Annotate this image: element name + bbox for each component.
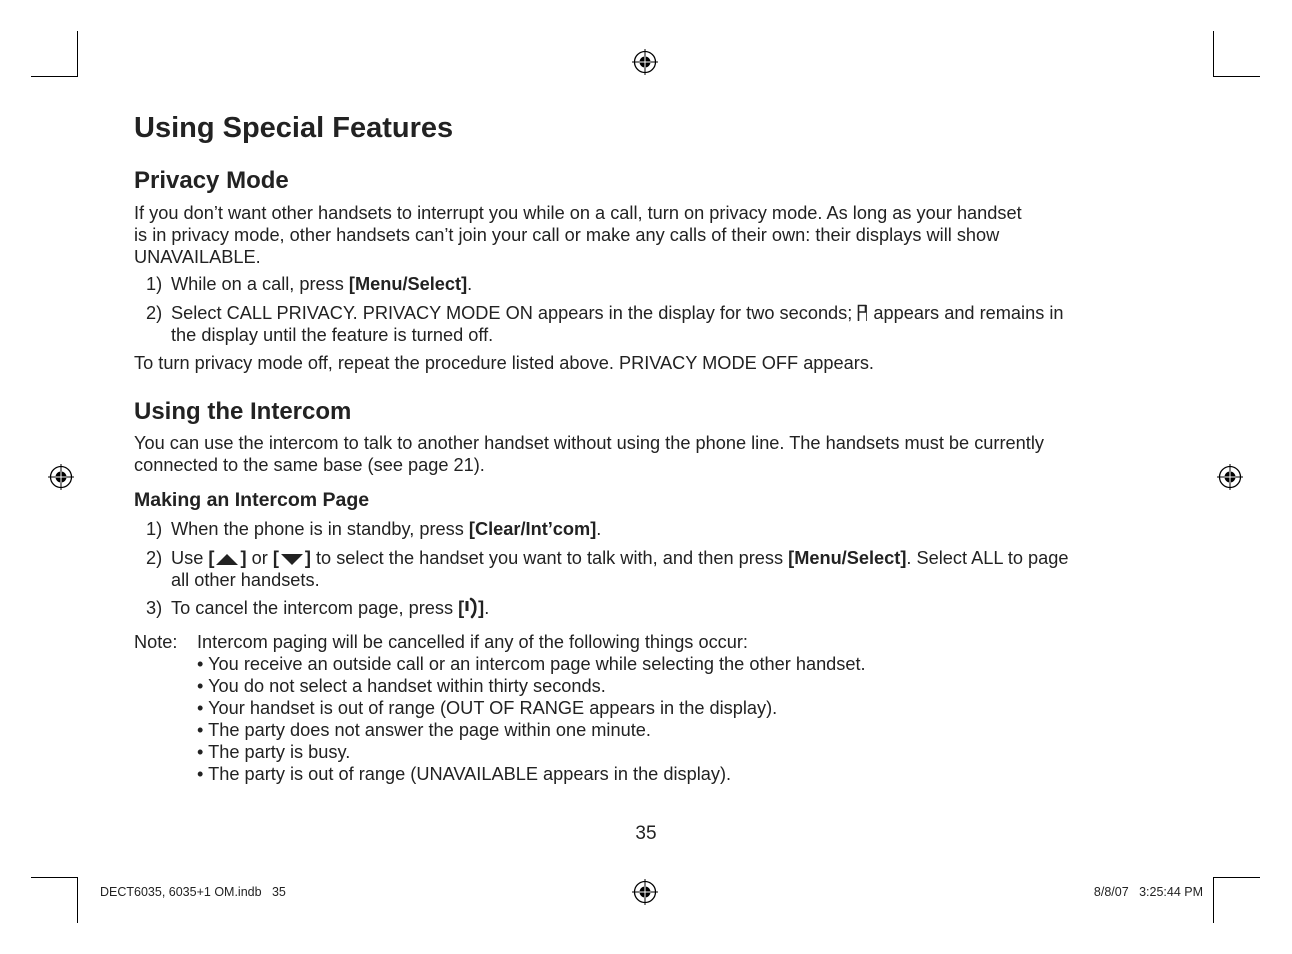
intercom-intro: You can use the intercom to talk to another handset without using the phone line. The handsets must be currently connected to the same base (see page 21).	[134, 433, 1044, 475]
note-intro: Intercom paging will be cancelled if any of the following things occur:	[197, 632, 748, 652]
crop-mark	[31, 877, 78, 878]
down-arrow-icon	[279, 551, 305, 567]
privacy-p-icon	[857, 304, 868, 322]
manual-page: Using Special Features Privacy Mode If you don’t want other handsets to interrupt you while on a call, turn on privacy mode. As long as your handset is in privacy mode, other handsets can’t join your call or make any calls of their own: their displays will show UNAVAILABLE. 1) While on a call, press [Menu/Select]. 2) Select CALL PRIVACY. PRIVACY MODE ON appears in the display for two seconds; appears and remains in the display until the feature is turned off. To turn privacy mode off, repeat the procedure listed above. PRIVACY MODE OFF appears. Using the Intercom You can use the intercom to talk to another handset without using the phone line. The handsets must be currently connected to the same base (see page 21). Making an Intercom Page 1) When the phone is in standby, press [Clear/Int’com]. 2) Use [ ] or [ ] to select the handset you want to talk with, and then press [Menu/Select]. Select ALL to page all other handsets. 3) To cancel the intercom page, press [ ]. Note: Intercom paging will be cancelled if any of the following things occur: • You receive an outside call or an intercom page while selecting the other handset. • You do not select a handset within thirty seconds. • Your handset is out of range (OUT OF RANGE appears in the display). • The party does not answer the page within one minute. • The party is busy. • The party is out of range (UNAVAILABLE appears in the display). 35 DECT6035, 6035+1 OM.indb 35 8/8/07 3:25:44 PM	[0, 0, 1292, 954]
footer-file-info: DECT6035, 6035+1 OM.indb 35	[100, 885, 286, 899]
list-item: • You receive an outside call or an intercom page while selecting the other handset.	[197, 654, 866, 674]
crop-mark	[1213, 877, 1214, 923]
privacy-mode-heading: Privacy Mode	[134, 167, 289, 194]
list-item: • The party does not answer the page within one minute.	[197, 720, 651, 740]
privacy-intro: If you don’t want other handsets to interrupt you while on a call, turn on privacy mode. As long as your handset is in privacy mode, other handsets can’t join your call or make any calls of their own: their displays will show UNAVAILABLE.	[134, 203, 1022, 267]
list-item: • The party is busy.	[197, 742, 351, 762]
list-item: • The party is out of range (UNAVAILABLE appears in the display).	[197, 764, 732, 784]
menu-select-key: [Menu/Select]	[348, 274, 468, 294]
page-title: Using Special Features	[134, 112, 454, 144]
note-label: Note:	[134, 632, 178, 652]
footer-timestamp: 8/8/07 3:25:44 PM	[1093, 885, 1203, 899]
crop-mark	[77, 31, 78, 77]
note-list	[197, 653, 866, 785]
up-arrow-icon	[214, 551, 240, 567]
crop-mark	[77, 877, 78, 923]
registration-mark-icon	[48, 464, 74, 490]
page-number: 35	[635, 823, 657, 844]
registration-mark-icon	[632, 49, 658, 75]
list-item: • You do not select a handset within thirty seconds.	[197, 676, 606, 696]
registration-mark-icon	[1217, 464, 1243, 490]
registration-mark-icon	[632, 879, 658, 905]
intercom-page-subheading: Making an Intercom Page	[134, 489, 370, 511]
menu-select-key: [Menu/Select]	[788, 548, 907, 568]
privacy-outro: To turn privacy mode off, repeat the procedure listed above. PRIVACY MODE OFF appears.	[134, 353, 874, 373]
end-call-icon	[464, 597, 478, 619]
crop-mark	[1213, 877, 1260, 878]
crop-mark	[1213, 31, 1214, 77]
crop-mark	[31, 76, 78, 77]
list-item: • Your handset is out of range (OUT OF RANGE appears in the display).	[197, 698, 778, 718]
intercom-heading: Using the Intercom	[134, 398, 352, 425]
crop-mark	[1213, 76, 1260, 77]
clear-intcom-key: [Clear/Int’com]	[468, 519, 597, 539]
